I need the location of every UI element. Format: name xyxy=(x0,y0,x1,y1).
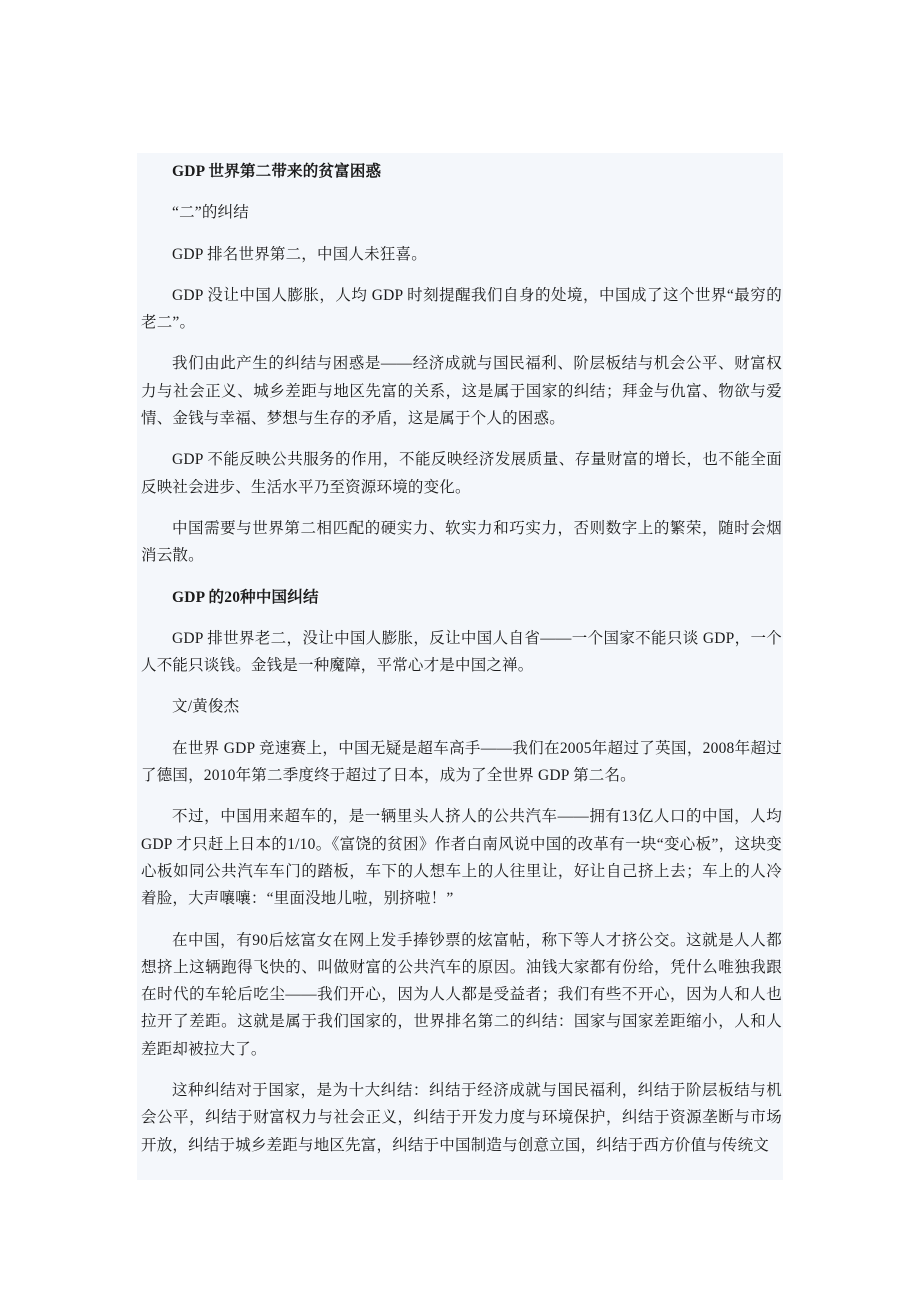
paragraph: 在世界 GDP 竞速赛上，中国无疑是超车高手——我们在2005年超过了英国，2008年超过了德国，2010年第二季度终于超过了日本，成为了全世界 GDP 第二名。 xyxy=(141,739,782,785)
paragraph: GDP 不能反映公共服务的作用，不能反映经济发展质量、存量财富的增长，也不能全面反映社会进步、生活水平乃至资源环境的变化。 xyxy=(141,451,782,496)
paragraph: GDP 没让中国人膨胀，人均 GDP 时刻提醒我们自身的处境，中国成了这个世界“最穷的老二”。 xyxy=(141,286,782,332)
paragraph: GDP 排世界老二，没让中国人膨胀，反让中国人自省——一个国家不能只谈 GDP，一个人不能只谈钱。金钱是一种魔障，平常心才是中国之禅。 xyxy=(141,629,782,675)
section-heading: GDP 的20种中国纠结 xyxy=(172,588,319,606)
article-title: GDP 世界第二带来的贫富困惑 xyxy=(172,163,382,180)
article-body xyxy=(137,153,783,1180)
paragraph: 中国需要与世界第二相匹配的硬实力、软实力和巧实力，否则数字上的繁荣，随时会烟消云散。 xyxy=(141,519,782,565)
paragraph: 这种纠结对于国家，是为十大纠结：纠结于经济成就与国民福利，纠结于阶层板结与机会公平，纠结于财富权力与社会正义，纠结于开发力度与环境保护，纠结于资源垄断与市场开放，纠结于城乡差距与地区先富，纠结于中国制造与创意立国，纠结于西方价值与传统文 xyxy=(141,1082,782,1154)
paragraph: 在中国，有90后炫富女在网上发手捧钞票的炫富帖，称下等人才挤公交。这就是人人都想挤上这辆跑得飞快的、叫做财富的公共汽车的原因。油钱大家都有份给，凭什么唯独我跟在时代的车轮后吃尘——我们开心，因为人人都是受益者；我们有些不开心，因为人和人也拉开了差距。这就是属于我们国家的，世界排名第二的纠结：国家与国家差距缩小，人和人差距却被拉大了。 xyxy=(141,931,782,1058)
paragraph: GDP 排名世界第二，中国人未狂喜。 xyxy=(172,245,427,263)
author-byline: 文/黄俊杰 xyxy=(172,698,240,716)
paragraph: 我们由此产生的纠结与困惑是——经济成就与国民福利、阶层板结与机会公平、财富权力与社会正义、城乡差距与地区先富的关系，这是属于国家的纠结；拜金与仇富、物欲与爱情、金钱与幸福、梦想与生存的矛盾，这是属于个人的困惑。 xyxy=(141,355,782,428)
paragraph: 不过，中国用来超车的，是一辆里头人挤人的公共汽车——拥有13亿人口的中国，人均 GDP 才只赶上日本的1/10。《富饶的贫困》作者白南风说中国的改革有一块“变心板”，这块变心板如同公共汽车车门的踏板，车下的人想车上的人往里让，好让自己挤上去；车上的人冷着脸，大声嚷嚷：“里面没地儿啦，别挤啦！” xyxy=(141,808,782,908)
section-subtitle: “二”的纠结 xyxy=(172,204,249,222)
